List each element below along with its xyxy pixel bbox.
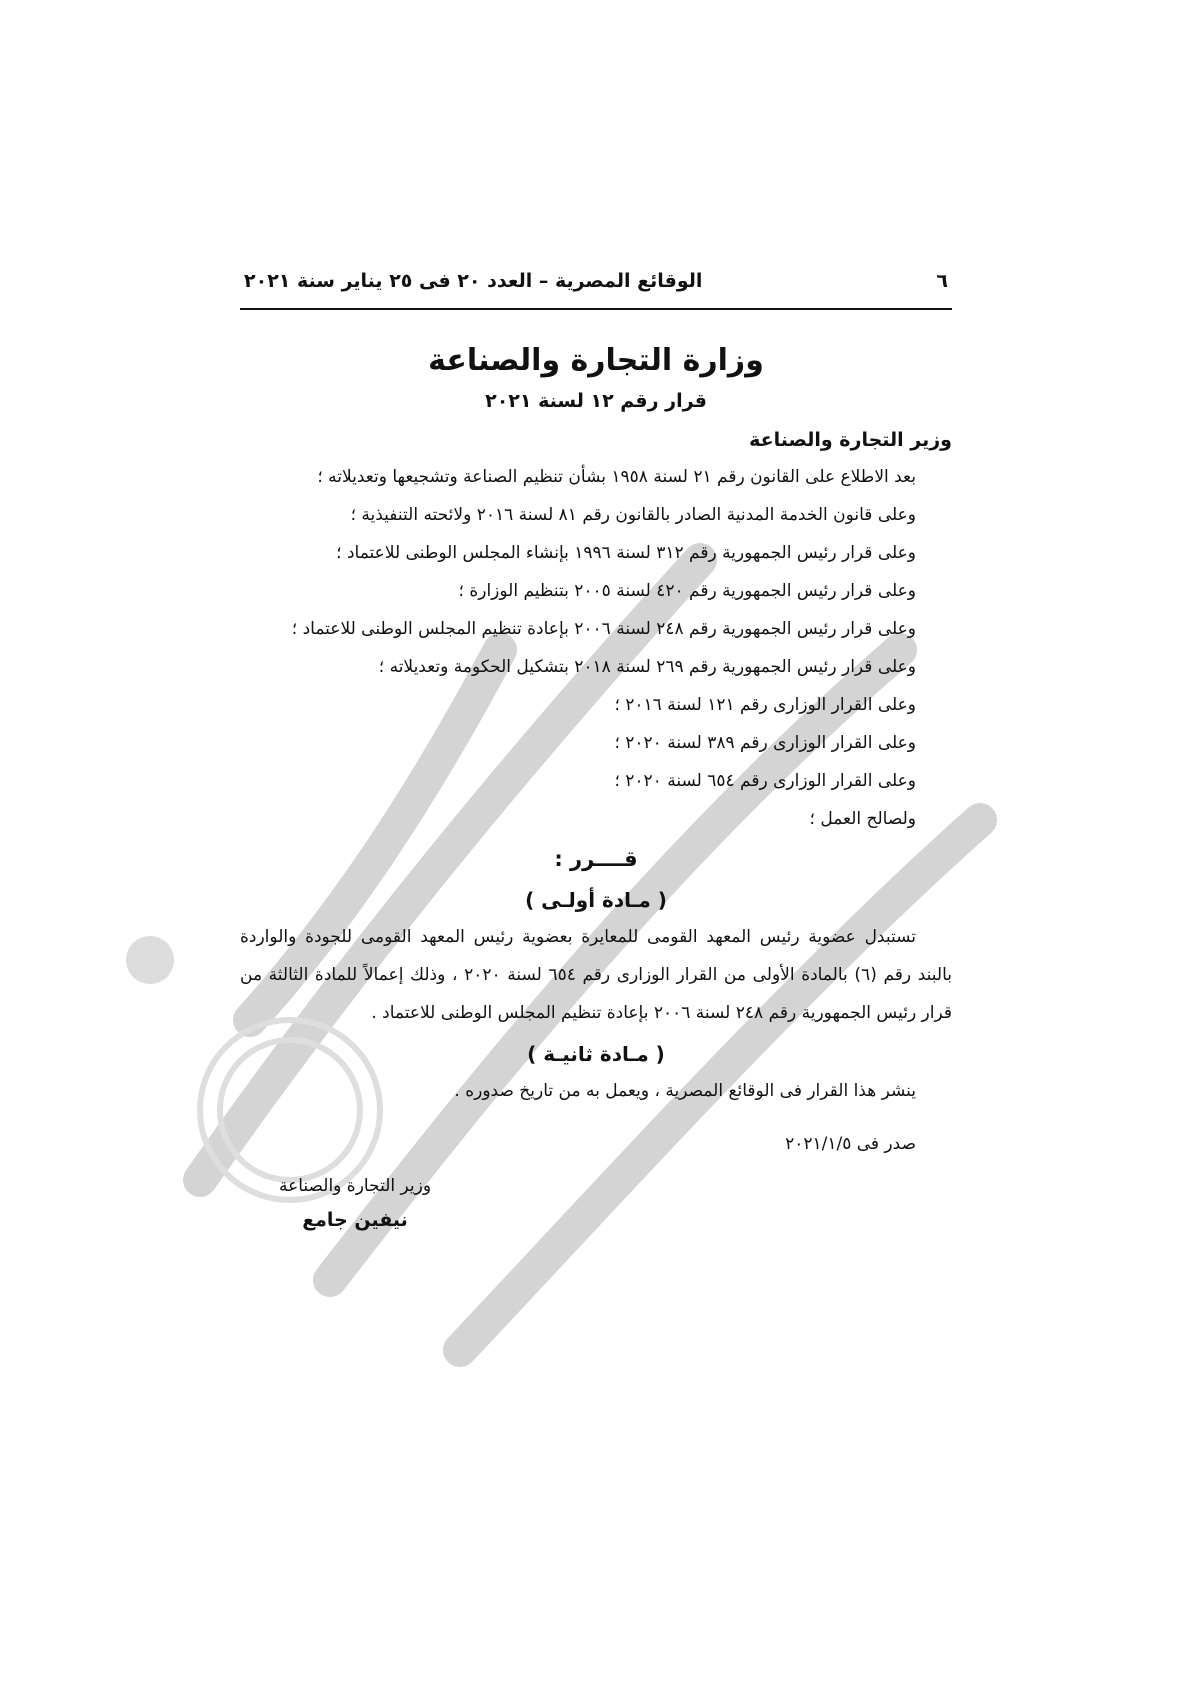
preamble-clause: بعد الاطلاع على القانون رقم ٢١ لسنة ١٩٥٨ بشأن تنظيم الصناعة وتشجيعها وتعديلاته ؛ — [317, 467, 916, 487]
preamble-clause: وعلى القرار الوزارى رقم ١٢١ لسنة ٢٠١٦ ؛ — [614, 695, 916, 715]
article-1-text: تستبدل عضوية رئيس المعهد القومى للمعايرة بعضوية رئيس المعهد القومى للجودة والواردة بالبند رقم (٦) بالمادة الأولى من القرار الوزارى رقم ٦٥٤ لسنة ٢٠٢٠ ، وذلك إعمالاً للمادة الثالثة من قرار رئيس الجمهورية رقم ٢٤٨ لسنة ٢٠٠٦ بإعادة تنظيم المجلس الوطنى للاعتماد . — [240, 927, 952, 1023]
article-2-heading: ( مـادة ثانيـة ) — [527, 1042, 665, 1066]
preamble-clause: ولصالح العمل ؛ — [809, 809, 916, 829]
running-header — [240, 270, 952, 300]
signature-block — [240, 1170, 470, 1238]
preamble-clause: وعلى قرار رئيس الجمهورية رقم ٢٤٨ لسنة ٢٠٠٦ بإعادة تنظيم المجلس الوطنى للاعتماد ؛ — [291, 619, 916, 639]
preamble-clause: وعلى قرار رئيس الجمهورية رقم ٢٦٩ لسنة ٢٠١٨ بتشكيل الحكومة وتعديلاته ؛ — [378, 657, 916, 677]
decided-label: قــــرر : — [554, 847, 638, 871]
article-2-text: ينشر هذا القرار فى الوقائع المصرية ، ويعمل به من تاريخ صدوره . — [454, 1081, 916, 1101]
article-1-heading: ( مـادة أولـى ) — [525, 888, 667, 912]
minister-heading: وزير التجارة والصناعة — [749, 429, 952, 451]
preamble-clause: وعلى القرار الوزارى رقم ٦٥٤ لسنة ٢٠٢٠ ؛ — [614, 771, 916, 791]
preamble-clause: وعلى القرار الوزارى رقم ٣٨٩ لسنة ٢٠٢٠ ؛ — [614, 733, 916, 753]
preamble-clause: وعلى قرار رئيس الجمهورية رقم ٤٢٠ لسنة ٢٠٠٥ بتنظيم الوزارة ؛ — [458, 581, 916, 601]
publication-title: الوقائع المصرية – العدد ٢٠ فى ٢٥ يناير سنة ٢٠٢١ — [244, 270, 703, 292]
page-number: ٦ — [936, 270, 948, 292]
gazette-page — [240, 270, 952, 1238]
preamble — [240, 458, 952, 838]
decree-title: قرار رقم ١٢ لسنة ٢٠٢١ — [485, 390, 707, 412]
signatory-name: نيفين جامع — [302, 1209, 408, 1231]
preamble-clause: وعلى قانون الخدمة المدنية الصادر بالقانون رقم ٨١ لسنة ٢٠١٦ ولائحته التنفيذية ؛ — [350, 505, 916, 525]
header-divider — [240, 308, 952, 310]
preamble-clause: وعلى قرار رئيس الجمهورية رقم ٣١٢ لسنة ١٩٩٦ بإنشاء المجلس الوطنى للاعتماد ؛ — [336, 543, 916, 563]
issue-date: صدر فى ٢٠٢١/١/٥ — [785, 1134, 916, 1154]
ministry-title: وزارة التجارة والصناعة — [428, 343, 764, 378]
signatory-title: وزير التجارة والصناعة — [278, 1176, 432, 1196]
